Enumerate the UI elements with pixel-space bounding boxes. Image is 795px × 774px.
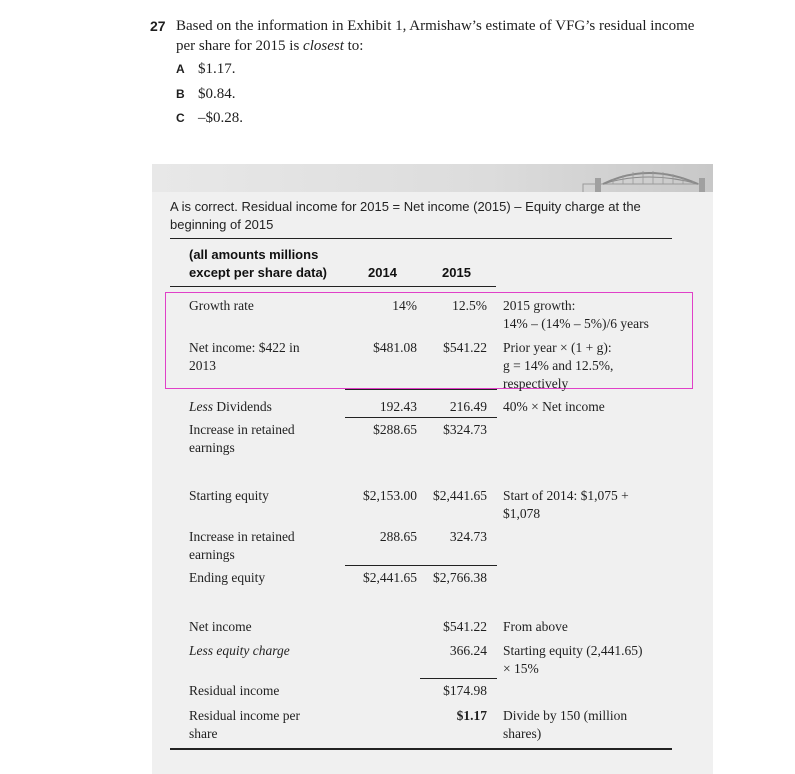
row-charge-note-2: × 15% bbox=[503, 661, 539, 676]
inc2-rule bbox=[345, 565, 497, 566]
header-rule bbox=[170, 286, 496, 287]
row-inc1-2015: $324.73 bbox=[443, 422, 487, 437]
row-inc1-label-2: earnings bbox=[189, 440, 235, 455]
row-start-2014: $2,153.00 bbox=[363, 488, 417, 503]
row-end-2014: $2,441.65 bbox=[363, 570, 417, 585]
row-growth-note-1: 2015 growth: bbox=[503, 298, 576, 313]
row-rips-note-2: shares) bbox=[503, 726, 542, 741]
option-b[interactable]: B $0.84. bbox=[176, 86, 236, 102]
option-c[interactable]: C –$0.28. bbox=[176, 110, 243, 126]
row-inc2-2015: 324.73 bbox=[449, 529, 487, 544]
solution-intro: A is correct. Residual income for 2015 = Net income (2015) – Equity charge at the beginning of 2015 bbox=[170, 199, 641, 232]
charge-rule bbox=[420, 678, 497, 679]
row-charge-label: Less equity charge bbox=[189, 643, 290, 658]
row-ni-label-2: 2013 bbox=[189, 358, 216, 373]
solution-banner bbox=[152, 164, 713, 192]
div-rule bbox=[345, 417, 497, 418]
row-growth-note-2: 14% – (14% – 5%)/6 years bbox=[503, 316, 649, 331]
row-growth-label: Growth rate bbox=[189, 298, 254, 313]
row-end-2015: $2,766.38 bbox=[433, 570, 487, 585]
row-inc2-label-2: earnings bbox=[189, 547, 235, 562]
row-rips-label-2: share bbox=[189, 726, 218, 741]
row-end-label: Ending equity bbox=[189, 570, 266, 585]
row-ni-note-3: respectively bbox=[503, 376, 569, 391]
header-2015: 2015 bbox=[442, 265, 471, 280]
row-ni-2015: $541.22 bbox=[443, 340, 487, 355]
bottom-rule bbox=[170, 748, 672, 750]
question-number: 27 bbox=[150, 18, 166, 34]
row-start-note-1: Start of 2014: $1,075 + bbox=[503, 488, 629, 503]
header-label-1: (all amounts millions bbox=[189, 247, 319, 262]
row-inc1-label-1: Increase in retained bbox=[189, 422, 295, 437]
header-2014: 2014 bbox=[368, 265, 397, 280]
row-div-label: Less Dividends bbox=[189, 399, 272, 414]
row-ni-note-2: g = 14% and 12.5%, bbox=[503, 358, 614, 373]
row-div-2015: 216.49 bbox=[449, 399, 487, 414]
row-charge-note-1: Starting equity (2,441.65) bbox=[503, 643, 643, 658]
option-a[interactable]: A $1.17. bbox=[176, 61, 236, 77]
row-ri-2015: $174.98 bbox=[443, 683, 487, 698]
row-growth-2015: 12.5% bbox=[452, 298, 487, 313]
row-div-2014: 192.43 bbox=[379, 399, 417, 414]
row-start-label: Starting equity bbox=[189, 488, 269, 503]
row-start-note-2: $1,078 bbox=[503, 506, 541, 521]
row-rips-2015: $1.17 bbox=[456, 708, 487, 723]
row-inc2-label-1: Increase in retained bbox=[189, 529, 295, 544]
row-rips-note-1: Divide by 150 (million bbox=[503, 708, 628, 723]
header-label-2: except per share data) bbox=[189, 265, 328, 280]
top-rule bbox=[170, 238, 672, 239]
row-growth-2014: 14% bbox=[392, 298, 417, 313]
row-charge-2015: 366.24 bbox=[449, 643, 487, 658]
question-stem: Based on the information in Exhibit 1, Armishaw’s estimate of VFG’s residual income per share for 2015 is closest to: bbox=[176, 18, 695, 54]
row-ni2-2015: $541.22 bbox=[443, 619, 487, 634]
row-start-2015: $2,441.65 bbox=[433, 488, 487, 503]
row-inc1-2014: $288.65 bbox=[373, 422, 417, 437]
row-ni-note-1: Prior year × (1 + g): bbox=[503, 340, 612, 355]
row-ri-label: Residual income bbox=[189, 683, 280, 698]
row-div-note: 40% × Net income bbox=[503, 399, 605, 414]
row-ni2-note: From above bbox=[503, 619, 568, 634]
row-ni-label-1: Net income: $422 in bbox=[189, 340, 300, 355]
ni-rule bbox=[345, 389, 497, 390]
row-rips-label-1: Residual income per bbox=[189, 708, 300, 723]
row-inc2-2014: 288.65 bbox=[379, 529, 417, 544]
row-ni2-label: Net income bbox=[189, 619, 252, 634]
bridge-icon bbox=[573, 164, 713, 192]
row-ni-2014: $481.08 bbox=[373, 340, 417, 355]
solution-panel bbox=[152, 164, 713, 774]
